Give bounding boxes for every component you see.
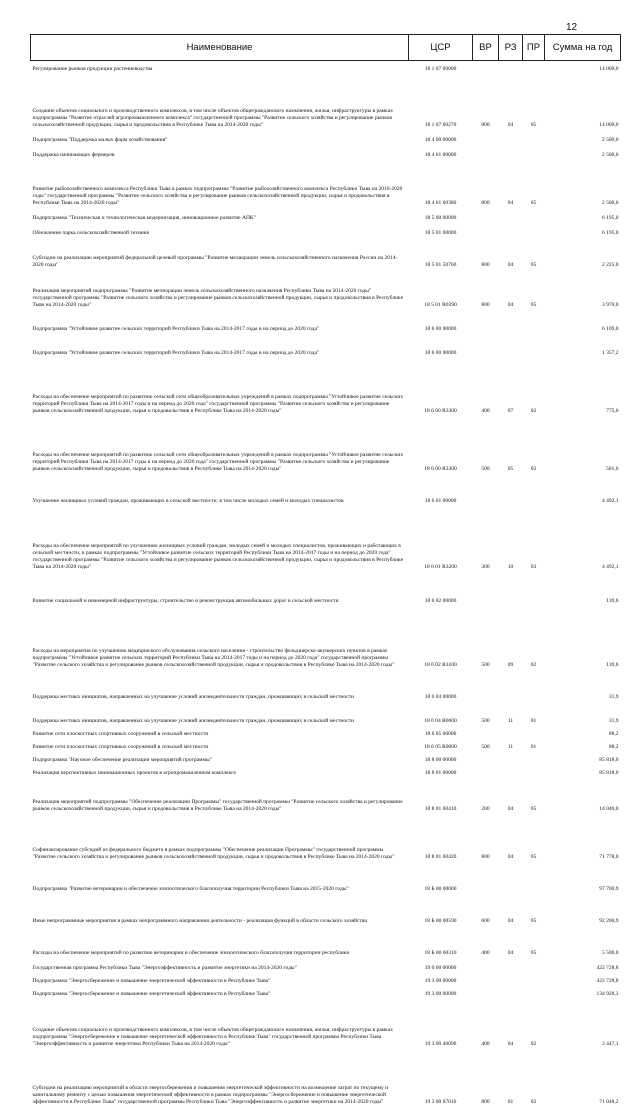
row-name: Подпрограмма "Развитие ветеринарии и обеспечение эпизоотического благополучия территории Республики Тыва на 2015-2020 годы" (32, 885, 349, 892)
row-csr: 18 4 01 00000 (424, 151, 457, 158)
row-sum: 85 818,0 (599, 769, 619, 776)
row-vr: 500 (481, 717, 490, 724)
row-name: Поддержка местных инициатив, направленных на улучшение условий жизнедеятельности граждан, проживающих в сельской местности (32, 717, 355, 724)
row-name: Улучшение жилищных условий граждан, проживающих в сельской местности, в том числе молодых семей и молодых специалистов (32, 497, 344, 504)
row-name: Расходы на обеспечение мероприятий по улучшению жилищных условий граждан, молодых семей и молодых специалистов, проживающих и работающих в сельской местности, в рамках подпрограммы "Устойчивое развитие сельских территорий Республики Тыва на 2014-2017 годы и на период до 2020 года" государственной программы "Развитие сельского хозяйства и регулирование рынков сельскохозяйственной продукции, сырья и продовольствия в Республике Тыва на 2014-2020 годы" (32, 542, 404, 570)
table-row (31, 670, 621, 702)
row-name: Подпрограмма "Устойчивое развитие сельских территорий Республики Тыва на 2014-2017 годы и на период до 2020 года" (32, 325, 320, 332)
row-pr: 05 (530, 805, 537, 812)
table-row (31, 926, 621, 958)
row-name: Создание объектов социального и производственного комплексов, в том числе объектов общегражданского назначения, жилья, инфраструктуры в рамках подпрограммы "Развитие отраслей агропромышленного комплекса" государственной программы "Развитие сельского хозяйства и регулирование рынков сельскохозяйственной продукции, сырья и продовольствия в Республике Тыва на 2014-2020 годы" (32, 107, 393, 128)
row-csr: 19 3 00 00000 (424, 977, 457, 984)
row-csr: 18 6 00 R3300 (424, 407, 457, 414)
row-name: Расходы на обеспечение мероприятий по развитию ветеринарии и обеспечение эпизоотического благополучия территории республики (32, 949, 350, 956)
row-rz (499, 572, 523, 606)
row-sum: 6 109,0 (602, 325, 619, 332)
row-vr (473, 334, 499, 358)
row-rz: 11 (507, 717, 514, 724)
row-sum: 422 728,8 (596, 977, 619, 984)
table-body (31, 61, 621, 1107)
table-row (31, 416, 621, 474)
row-csr: 18 6 00 R3300 (424, 465, 457, 472)
row-pr (523, 572, 545, 606)
row-vr (473, 752, 499, 765)
row-rz (499, 765, 523, 778)
row-vr: 300 (481, 563, 490, 570)
row-vr: 500 (481, 661, 490, 668)
row-pr (523, 474, 545, 506)
row-name: Развитие сети плоскостных спортивных сооружений в сельской местности (32, 743, 209, 750)
row-name: Расходы на мероприятия по улучшению медицинского обслуживания сельского населения - строительство фельдшерско-акушерских пунктов в рамках подпрограммы "Устойчивое развитие сельских территорий Республики Тыва на 2014-2017 годы и на период до 2020 года" государственной программы "Развитие сельского хозяйства и регулирование рынков сельскохозяйственной продукции, сырья и продовольствия в Республике Тыва на 2014-2020 годы" (32, 647, 395, 668)
row-name: Государственная программа Республики Тыва "Энергоэффективность и развитие энергетики на 2014-2020 годы" (32, 964, 297, 971)
row-csr: 18 6 02 R3100 (424, 661, 457, 668)
table-row (31, 572, 621, 606)
row-csr: 18 5 01 50760 (424, 261, 457, 268)
row-csr: 18 6 02 00000 (424, 597, 457, 604)
row-rz (499, 334, 523, 358)
row-csr: 18 5 01 00000 (424, 229, 457, 236)
row-sum: 2 225,0 (602, 261, 619, 268)
table-row (31, 606, 621, 670)
table-row (31, 862, 621, 894)
row-name: Реализация мероприятий подпрограммы "Развитие мелиорации земель сельскохозяйственного назначения Республики Тыва на 2014-2020 годы" государственной программы "Развитие сельского хозяйства и регулирование рынков сельскохозяйственной продукции, сырья и продовольствия в Республике Тыва на 2014-2020 годы" (32, 287, 404, 308)
row-rz (499, 726, 523, 739)
row-name: Поддержка местных инициатив, направленных на улучшение условий жизнедеятельности граждан, проживающих в сельской местности (32, 693, 355, 700)
row-sum: 5 500,0 (602, 949, 619, 956)
row-csr: 18 5 01 R0390 (424, 301, 457, 308)
row-rz: 04 (507, 949, 514, 956)
row-rz (499, 474, 523, 506)
row-sum: 581,6 (606, 465, 619, 472)
row-rz: 09 (507, 661, 514, 668)
row-pr (523, 973, 545, 986)
row-pr (523, 670, 545, 702)
table-row (31, 506, 621, 572)
row-rz (499, 130, 523, 145)
row-rz (499, 958, 523, 973)
table-row (31, 1049, 621, 1107)
row-vr: 200 (481, 805, 490, 812)
row-rz: 04 (507, 917, 514, 924)
row-pr (523, 334, 545, 358)
row-vr (473, 986, 499, 999)
row-rz (499, 973, 523, 986)
row-rz: 10 (507, 563, 514, 570)
row-pr: 05 (530, 199, 537, 206)
row-vr (473, 572, 499, 606)
row-sum: 139,6 (606, 597, 619, 604)
row-vr (473, 310, 499, 334)
row-sum: 2 500,0 (602, 199, 619, 206)
table-row (31, 61, 621, 74)
row-name: Поддержка начинающих фермеров (32, 151, 115, 158)
row-name: Подпрограмма "Научное обеспечение реализации мероприятий программы" (32, 756, 212, 763)
row-sum: 3 970,0 (602, 301, 619, 308)
row-sum: 71 048,2 (599, 1098, 619, 1105)
row-csr: 18 4 01 60380 (424, 199, 457, 206)
row-pr: 05 (530, 917, 537, 924)
row-pr: 01 (530, 743, 537, 750)
row-csr: 18 6 00 00000 (424, 325, 457, 332)
row-vr: 400 (481, 1040, 490, 1047)
header-sum: Сумма на год (545, 35, 621, 61)
row-name: Регулирование рынков продукции растениеводства (32, 65, 153, 72)
row-sum: 139,6 (606, 661, 619, 668)
row-vr: 800 (481, 301, 490, 308)
row-rz: 04 (507, 853, 514, 860)
row-rz: 04 (507, 301, 514, 308)
row-csr: 19 0 00 00000 (424, 964, 457, 971)
row-name: Реализация перспективных инновационных проектов в агропромышленном комплексе (32, 769, 236, 776)
row-pr: 03 (530, 563, 537, 570)
row-rz (499, 986, 523, 999)
row-csr: 19 3 00 67010 (424, 1098, 457, 1105)
header-csr: ЦСР (409, 35, 473, 61)
table-row (31, 765, 621, 778)
row-sum: 4 492,1 (602, 563, 619, 570)
row-pr: 02 (530, 1040, 537, 1047)
row-name: Обновление парка сельскохозяйственной техники (32, 229, 150, 236)
row-name: Расходы на обеспечение мероприятий по развитию сельской сети общеобразовательных учреждений в рамках подпрограммы "Устойчивое развитие сельских территорий Республики Тыва на 2014-2017 годы и на период до 2020 года" государственной программы "Развитие сельского хозяйства и регулирование рынков сельскохозяйственной продукции, сырья и продовольствия в Республике Тыва на 2014-2020 годы" (32, 451, 404, 472)
row-rz (499, 145, 523, 160)
row-sum: 71 778,0 (599, 853, 619, 860)
row-sum: 88,2 (608, 730, 619, 737)
row-rz: 07 (507, 407, 514, 414)
table-row (31, 702, 621, 726)
row-csr: 18 8 01 00000 (424, 769, 457, 776)
row-csr: 18 8 01 60410 (424, 805, 457, 812)
row-csr: 18 6 01 00000 (424, 497, 457, 504)
row-sum: 97 700,9 (599, 885, 619, 892)
row-pr (523, 986, 545, 999)
row-rz (499, 208, 523, 223)
row-csr: 18 6 05 00000 (424, 730, 457, 737)
table-row (31, 814, 621, 862)
row-name: Развитие социальной и инженерной инфраструктуры, строительство и реконструкция автомобильных дорог в сельской местности (32, 597, 339, 604)
row-vr: 600 (481, 917, 490, 924)
table-row (31, 778, 621, 814)
row-vr: 400 (481, 407, 490, 414)
row-vr: 800 (481, 121, 490, 128)
row-csr: 18 8 01 60420 (424, 853, 457, 860)
row-rz: 05 (507, 465, 514, 472)
row-csr: 19 3 00 40090 (424, 1040, 457, 1047)
row-csr: 18 6 04 R0000 (424, 717, 457, 724)
row-vr: 400 (481, 949, 490, 956)
row-pr (523, 208, 545, 223)
row-rz (499, 61, 523, 74)
row-sum: 3 447,1 (602, 1040, 619, 1047)
row-vr (473, 130, 499, 145)
row-pr: 02 (530, 407, 537, 414)
row-vr: 800 (481, 853, 490, 860)
row-sum: 4 492,1 (602, 497, 619, 504)
row-csr: 18 5 00 00000 (424, 214, 457, 221)
budget-table (30, 34, 621, 1107)
row-name: Субсидии на реализацию мероприятий в области энергосбережения и повышения энергетической эффективности на возмещение затрат по текущему и капитальному ремонту с целью повышения энергетической эффективности в рамках подпрограммы "Энергосбережение и повышение энергетической эффективности в Республике Тыва" государственной программы Республики Тыва "Энергоэффективность и развитие энергетики на 2014-2020 годы" (32, 1084, 389, 1105)
table-row (31, 223, 621, 238)
row-name: Субсидии на реализацию мероприятий федеральной целевой программы "Развитие мелиорации земель сельскохозяйственного назначения России на 2014-2020 годы" (32, 254, 398, 268)
table-row (31, 752, 621, 765)
table-row (31, 74, 621, 130)
row-vr (473, 223, 499, 238)
row-pr (523, 130, 545, 145)
row-name: Подпрограмма "Устойчивое развитие сельских территорий Республики Тыва на 2014-2017 годы и на период до 2020 года" (32, 349, 320, 356)
row-vr: 500 (481, 743, 490, 750)
row-sum: 2 500,0 (602, 136, 619, 143)
row-name: Расходы на обеспечение мероприятий по развитию сельской сети общеобразовательных учреждений в рамках подпрограммы "Устойчивое развитие сельских территорий Республики Тыва на 2014-2017 годы и на период до 2020 года" государственной программы "Развитие сельского хозяйства и регулирование рынков сельскохозяйственной продукции, сырья и продовольствия в Республике Тыва на 2014-2020 годы" (32, 393, 404, 414)
header-pr: ПР (523, 35, 545, 61)
row-vr (473, 208, 499, 223)
row-csr: 18 Б 00 00000 (424, 885, 457, 892)
table-row (31, 894, 621, 926)
table-row (31, 358, 621, 416)
row-vr (473, 765, 499, 778)
table-row (31, 726, 621, 739)
row-csr: 18 6 01 R3200 (424, 563, 457, 570)
page-number: 12 (566, 22, 578, 33)
row-rz (499, 670, 523, 702)
row-vr (473, 670, 499, 702)
row-sum: 6 195,0 (602, 214, 619, 221)
row-name: Реализация мероприятий подпрограммы "Обеспечение реализации Программы" государственной программы "Развитие сельского хозяйства и регулирование рынков сельскохозяйственной продукции, сырья и продовольствия в Республике Тыва на 2014-2020 годы" (32, 798, 403, 812)
row-sum: 14 040,0 (599, 805, 619, 812)
table-row (31, 334, 621, 358)
row-csr: 18 6 04 00000 (424, 693, 457, 700)
row-name: Подпрограмма "Энергосбережение и повышение энергетической эффективности в Республике Тыва" (32, 990, 271, 997)
row-csr: 18 1 07 00000 (424, 65, 457, 72)
table-row (31, 986, 621, 999)
row-pr: 05 (530, 301, 537, 308)
row-csr: 18 6 00 00000 (424, 349, 457, 356)
row-csr: 18 4 00 00000 (424, 136, 457, 143)
row-name: Софинансирование субсидий из федерального бюджета в рамках подпрограммы "Обеспечение реализации Программы" государственной программы "Развитие сельского хозяйства и регулирование рынков сельскохозяйственной продукции, сырья и продовольствия в Республике Тыва на 2014-2020 годы" (32, 846, 395, 860)
row-pr: 05 (530, 949, 537, 956)
row-vr (473, 862, 499, 894)
row-pr: 01 (530, 717, 537, 724)
row-pr (523, 862, 545, 894)
row-rz: 04 (507, 261, 514, 268)
row-rz: 11 (507, 743, 514, 750)
row-csr: 18 1 07 60270 (424, 121, 457, 128)
table-row (31, 270, 621, 310)
row-pr: 05 (530, 853, 537, 860)
row-sum: 2 500,0 (602, 151, 619, 158)
row-sum: 775,6 (606, 407, 619, 414)
row-rz (499, 310, 523, 334)
header-rz: РЗ (499, 35, 523, 61)
row-rz (499, 862, 523, 894)
row-rz (499, 223, 523, 238)
row-name: Развитие сети плоскостных спортивных сооружений в сельской местности (32, 730, 209, 737)
table-row (31, 310, 621, 334)
row-name: Подпрограмма "Техническая и технологическая модернизация, инновационное развитие АПК" (32, 214, 256, 221)
row-sum: 92 200,9 (599, 917, 619, 924)
row-sum: 134 928,3 (596, 990, 619, 997)
row-pr (523, 61, 545, 74)
row-vr (473, 726, 499, 739)
table-row (31, 160, 621, 208)
row-vr: 800 (481, 199, 490, 206)
row-sum: 85 818,0 (599, 756, 619, 763)
row-pr (523, 145, 545, 160)
row-pr: 02 (530, 465, 537, 472)
row-rz (499, 752, 523, 765)
row-sum: 1 357,2 (602, 349, 619, 356)
row-pr: 05 (530, 121, 537, 128)
row-sum: 14 000,0 (599, 65, 619, 72)
row-pr (523, 958, 545, 973)
row-csr: 18 6 05 R0000 (424, 743, 457, 750)
row-vr (473, 973, 499, 986)
row-name: Подпрограмма "Поддержка малых форм хозяйствования" (32, 136, 168, 143)
row-sum: 422 728,8 (596, 964, 619, 971)
table-row (31, 739, 621, 752)
row-rz: 04 (507, 199, 514, 206)
row-name: Развитие рыбохозяйственного комплекса Республики Тыва в рамках подпрограммы "Развитие рыбохозяйственного комплекса Республики Тыва на 2016-2020 годы" государственной программы "Развитие сельского хозяйства и регулирование рынков сельскохозяйственной продукции, сырья и продовольствия в Республике Тыва на 2014-2020 годы" (32, 185, 403, 206)
row-name: Создание объектов социального и производственного комплексов, в том числе объектов общегражданского назначения, жилья, инфраструктуры в рамках подпрограммы "Энергосбережение и повышение энергетической эффективности в Республике Тыва" государственной программы Республики Тыва "Энергоэффективность и развитие энергетики Республики Тыва на 2014-2020 годы" (32, 1026, 393, 1047)
row-pr: 05 (530, 261, 537, 268)
header-name: Наименование (31, 35, 409, 61)
row-pr (523, 752, 545, 765)
header-vr: ВР (473, 35, 499, 61)
row-pr: 02 (530, 1098, 537, 1105)
table-header-row (31, 35, 621, 61)
row-sum: 88,2 (608, 743, 619, 750)
table-row (31, 973, 621, 986)
row-name: Иные непрограммные мероприятия в рамках непрограммного направления деятельности - реализация функций в области сельского хозяйства (32, 917, 367, 924)
table-row (31, 999, 621, 1049)
row-vr: 800 (481, 1098, 490, 1105)
row-pr (523, 765, 545, 778)
row-pr: 02 (530, 661, 537, 668)
row-csr: 18 Б 00 60310 (424, 949, 457, 956)
row-rz: 01 (507, 1098, 514, 1105)
row-vr (473, 145, 499, 160)
table-row (31, 208, 621, 223)
row-vr (473, 61, 499, 74)
row-sum: 31,9 (608, 693, 619, 700)
row-sum: 14 000,0 (599, 121, 619, 128)
row-vr (473, 474, 499, 506)
row-csr: 18 8 00 00000 (424, 756, 457, 763)
row-name: Подпрограмма "Энергосбережение и повышение энергетической эффективности в Республике Тыва" (32, 977, 271, 984)
row-vr: 800 (481, 261, 490, 268)
table-row (31, 130, 621, 145)
row-sum: 6 195,0 (602, 229, 619, 236)
table-row (31, 958, 621, 973)
row-csr: 18 Б 00 00590 (424, 917, 457, 924)
table-row (31, 238, 621, 270)
table-row (31, 474, 621, 506)
row-sum: 31,9 (608, 717, 619, 724)
row-rz: 04 (507, 121, 514, 128)
row-vr: 500 (481, 465, 490, 472)
row-pr (523, 223, 545, 238)
table-row (31, 145, 621, 160)
row-pr (523, 726, 545, 739)
row-pr (523, 310, 545, 334)
row-csr: 19 3 00 00000 (424, 990, 457, 997)
row-rz: 04 (507, 805, 514, 812)
row-vr (473, 958, 499, 973)
row-rz: 04 (507, 1040, 514, 1047)
